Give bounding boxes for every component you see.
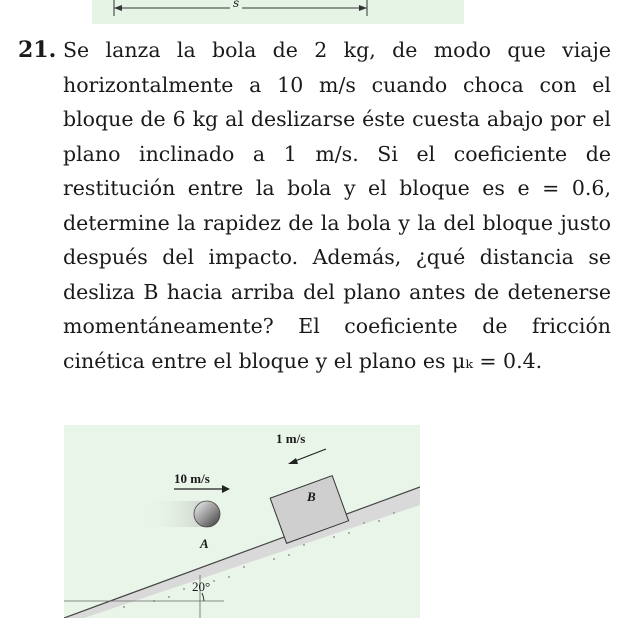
problem-statement: Se lanza la bola de 2 kg, de modo que viaje horizontalmente a 10 m/s cuando choca con el bloque de 6 kg al deslizarse éste cuesta abajo por el plano inclinado a 1 m/s. Si el coeficiente de restitución entre la bola y el bloque es e = 0.6, determine la rapidez de la bola y la del bloque justo después del impacto. Además, ¿qué distancia se desliza B hacia arriba del plano antes de detenerse momentáneamente? El coeficiente de fricción cinética entre el bloque y el plano es μₖ = 0.4. <box>63 38 611 373</box>
incline-figure <box>64 425 420 618</box>
top-figure-fragment <box>92 0 464 24</box>
distance-label: s <box>230 0 242 10</box>
block-label: B <box>307 489 316 504</box>
distance-arrow <box>92 0 464 24</box>
incline-line <box>64 487 420 618</box>
incline-diagram <box>64 425 420 618</box>
problem-number: 21. <box>18 37 57 63</box>
ball-speed-label: 10 m/s <box>174 471 210 486</box>
block-speed-label: 1 m/s <box>276 431 306 446</box>
ball-label: A <box>200 536 209 551</box>
angle-label: 20° <box>192 579 211 594</box>
ball-a <box>194 501 220 527</box>
block-b <box>270 476 348 544</box>
